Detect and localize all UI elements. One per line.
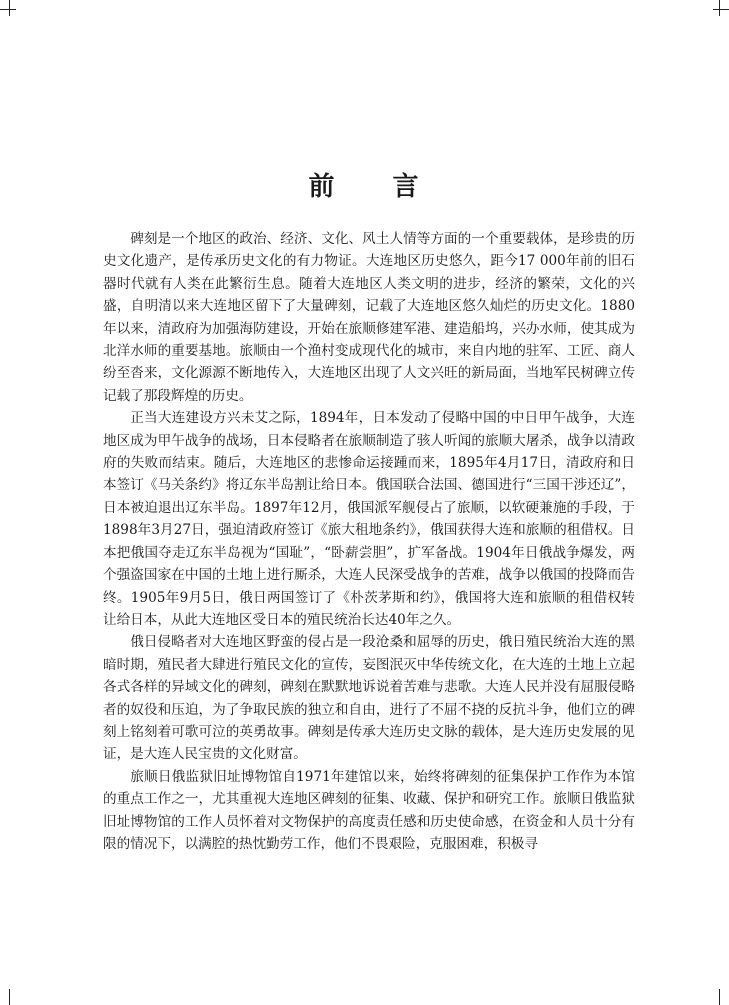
crop-mark-bottom-right xyxy=(719,989,720,1005)
page-title xyxy=(0,166,729,203)
crop-mark-top-left-vertical xyxy=(9,0,10,16)
preface-body xyxy=(103,228,635,855)
paragraph-4: 旅顺日俄监狱旧址博物馆自1971年建馆以来，始终将碑刻的征集保护工作作为本馆的重点工作之一，尤其重视大连地区碑刻的征集、收藏、保护和研究工作。旅顺日俄监狱旧址博物馆的工作人员怀着对文物保护的高度责任感和历史使命感，在资金和人员十分有限的情况下，以满腔的热忱勤劳工作，他们不畏艰险，克服困难，积极寻 xyxy=(103,768,635,852)
paragraph-3: 俄日侵略者对大连地区野蛮的侵占是一段沧桑和屈辱的历史，俄日殖民统治大连的黑暗时期，殖民者大肆进行殖民文化的宣传，妄图泯灭中华传统文化，在大连的土地上立起各式各样的异域文化的碑刻，碑刻在默默地诉说着苦难与悲歌。大连人民并没有屈服侵略者的奴役和压迫，为了争取民族的独立和自由，进行了不屈不挠的反抗斗争，他们立的碑刻上铭刻着可歌可泣的英勇故事。碑刻是传承大连历史文脉的载体，是大连历史发展的见证，是大连人民宝贵的文化财富。 xyxy=(103,634,635,763)
paragraph-1: 碑刻是一个地区的政治、经济、文化、风土人情等方面的一个重要载体，是珍贵的历史文化遗产，是传承历史文化的有力物证。大连地区历史悠久，距今17 000年前的旧石器时代就有人类在此繁衍生息。随着大连地区人类文明的进步，经济的繁荣，文化的兴盛，自明清以来大连地区留下了大量碑刻，记载了大连地区悠久灿烂的历史文化。1880年以来，清政府为加强海防建设，开始在旅顺修建军港、建造船坞，兴办水师，使其成为北洋水师的重要基地。旅顺由一个渔村变成现代化的城市，来自内地的驻军、工匠、商人纷至沓来，文化源源不断地传入，大连地区出现了人文兴旺的新局面，当地军民树碑立传记载了那段辉煌的历史。 xyxy=(103,231,635,404)
crop-mark-top-right-horizontal xyxy=(713,9,729,10)
paragraph-2: 正当大连建设方兴未艾之际，1894年，日本发动了侵略中国的中日甲午战争，大连地区成为甲午战争的战场，日本侵略者在旅顺制造了骇人听闻的旅顺大屠杀，战争以清政府的失败而结束。随后，大连地区的悲惨命运接踵而来，1895年4月17日，清政府和日本签订《马关条约》将辽东半岛割让给日本。俄国联合法国、德国进行“三国干涉还辽”，日本被迫退出辽东半岛。1897年12月，俄国派军舰侵占了旅顺，以软硬兼施的手段，于1898年3月27日，强迫清政府签订《旅大租地条约》，俄国获得大连和旅顺的租借权。日本把俄国夺走辽东半岛视为“国耻”，“卧薪尝胆”，扩军备战。1904年日俄战争爆发，两个强盗国家在中国的土地上进行厮杀，大连人民深受战争的苦难，战争以俄国的投降而告终。1905年9月5日，俄日两国签订了《朴茨茅斯和约》，俄国将大连和旅顺的租借权转让给日本，从此大连地区受日本的殖民统治长达40年之久。 xyxy=(103,410,635,628)
crop-mark-top-right-vertical xyxy=(719,0,720,16)
page-title-char-1: 前 xyxy=(308,172,337,202)
crop-mark-top-left-horizontal xyxy=(0,9,16,10)
page-title-char-2: 言 xyxy=(392,172,421,202)
crop-mark-bottom-left xyxy=(9,989,10,1005)
